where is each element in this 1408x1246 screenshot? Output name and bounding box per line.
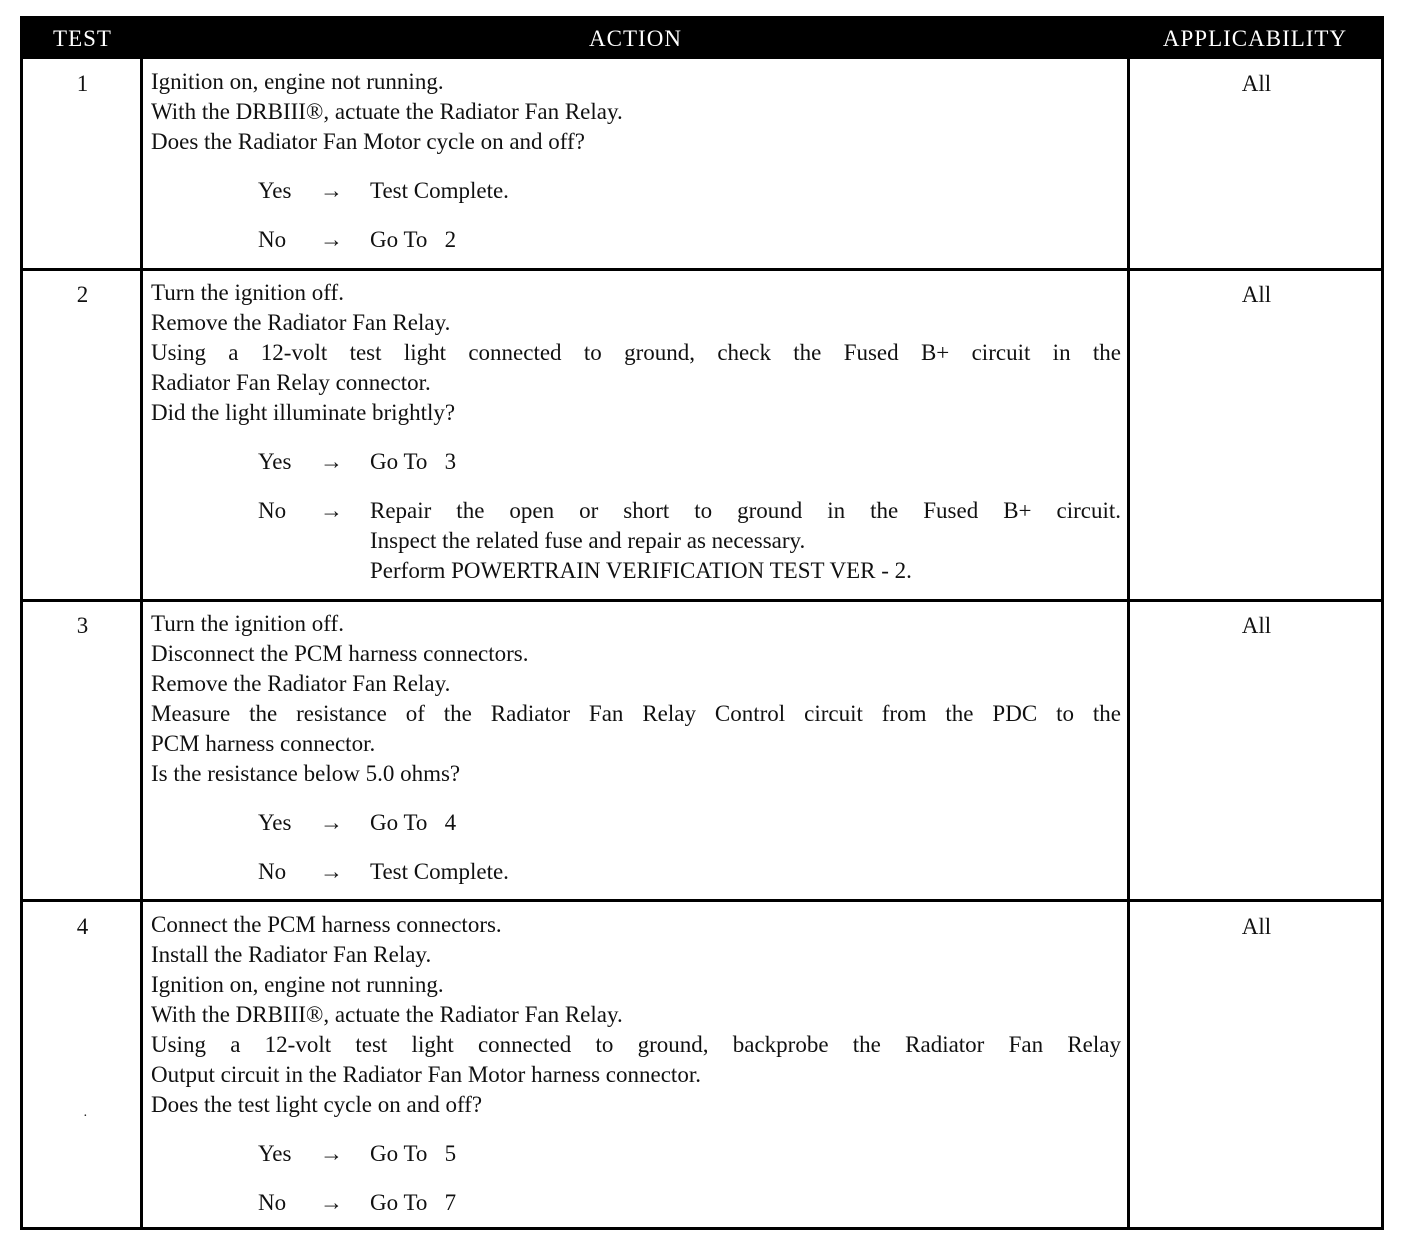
action-line: Radiator Fan Relay connector.: [151, 370, 431, 395]
table-header: [23, 19, 1381, 59]
column-divider-2: [1127, 59, 1130, 1227]
answer-key: Yes: [258, 810, 292, 835]
answer-result: Go To 5: [370, 1141, 457, 1166]
answer-yes: [151, 808, 1121, 838]
answer-result: Go To 2: [370, 227, 457, 252]
action-text: [151, 278, 1121, 586]
answer-key: Yes: [258, 178, 292, 203]
arrow-icon: →: [320, 449, 343, 474]
answer-result: Repair the open or short to ground in the Fused B+ circuit. Inspect the related fuse and repair as necessary. Perform POWERTRAIN VERIFICATION TEST VER - 2.: [370, 498, 1121, 583]
applicability-value: All: [1241, 613, 1272, 638]
arrow-icon: →: [320, 810, 343, 835]
action-line: Connect the PCM harness connectors.: [151, 912, 502, 937]
answer-result: Go To 4: [370, 810, 457, 835]
answer-no: [151, 225, 1121, 255]
applicability-value: All: [1241, 914, 1272, 939]
applicability-value: All: [1241, 282, 1272, 307]
arrow-icon: →: [320, 859, 343, 884]
action-line: Does the test light cycle on and off?: [151, 1092, 483, 1117]
applicability-value: All: [1241, 71, 1272, 96]
arrow-icon: →: [320, 498, 343, 523]
action-line: Disconnect the PCM harness connectors.: [151, 641, 529, 666]
answer-no: [151, 496, 1121, 586]
action-line: Turn the ignition off.: [151, 611, 344, 636]
answer-no: [151, 1188, 1121, 1218]
test-number: 1: [76, 71, 89, 96]
action-line: With the DRBIII®, actuate the Radiator Fan Relay.: [151, 99, 623, 124]
action-line: Remove the Radiator Fan Relay.: [151, 310, 451, 335]
answer-key: Yes: [258, 449, 292, 474]
arrow-icon: →: [320, 178, 343, 203]
answer-result: Go To 3: [370, 449, 457, 474]
answer-key: No: [258, 859, 287, 884]
header-applicability: APPLICABILITY: [1162, 26, 1348, 51]
action-line: Turn the ignition off.: [151, 280, 344, 305]
row-divider-2: [23, 599, 1381, 602]
action-line: Measure the resistance of the Radiator Fan Relay Control circuit from the PDC to the: [151, 701, 1121, 726]
action-line: PCM harness connector.: [151, 731, 376, 756]
test-number: 4: [76, 914, 89, 939]
answer-key: No: [258, 227, 287, 252]
answer-result: Test Complete.: [370, 859, 509, 884]
action-line: Remove the Radiator Fan Relay.: [151, 671, 451, 696]
answer-key: No: [258, 1190, 287, 1215]
answer-key: Yes: [258, 1141, 292, 1166]
action-line: Install the Radiator Fan Relay.: [151, 942, 432, 967]
header-action: ACTION: [589, 26, 682, 51]
action-text: [151, 609, 1121, 887]
answer-result: Test Complete.: [370, 178, 509, 203]
row-divider-1: [23, 268, 1381, 271]
action-line: Did the light illuminate brightly?: [151, 400, 456, 425]
arrow-icon: →: [320, 1141, 343, 1166]
column-divider-1: [140, 59, 143, 1227]
header-test: TEST: [53, 26, 112, 51]
answer-yes: [151, 176, 1121, 206]
action-text: [151, 910, 1121, 1218]
answer-yes: [151, 1139, 1121, 1169]
answer-yes: [151, 447, 1121, 477]
action-line: Using a 12-volt test light connected to ground, check the Fused B+ circuit in the: [151, 340, 1121, 365]
answer-no: [151, 857, 1121, 887]
action-line: Using a 12-volt test light connected to ground, backprobe the Radiator Fan Relay: [151, 1032, 1121, 1057]
test-number: 3: [76, 613, 89, 638]
action-line: Ignition on, engine not running.: [151, 69, 444, 94]
action-text: [151, 67, 1121, 255]
stray-mark: ·: [83, 1109, 88, 1124]
arrow-icon: →: [320, 227, 343, 252]
action-line: Output circuit in the Radiator Fan Motor harness connector.: [151, 1062, 701, 1087]
action-line: Does the Radiator Fan Motor cycle on and off?: [151, 129, 585, 154]
action-line: Is the resistance below 5.0 ohms?: [151, 761, 461, 786]
action-line: Ignition on, engine not running.: [151, 972, 444, 997]
answer-result: Go To 7: [370, 1190, 457, 1215]
diagnostic-test-table: [20, 16, 1384, 1230]
answer-key: No: [258, 498, 287, 523]
action-line: With the DRBIII®, actuate the Radiator Fan Relay.: [151, 1002, 623, 1027]
row-divider-3: [23, 899, 1381, 902]
arrow-icon: →: [320, 1190, 343, 1215]
test-number: 2: [76, 282, 89, 307]
